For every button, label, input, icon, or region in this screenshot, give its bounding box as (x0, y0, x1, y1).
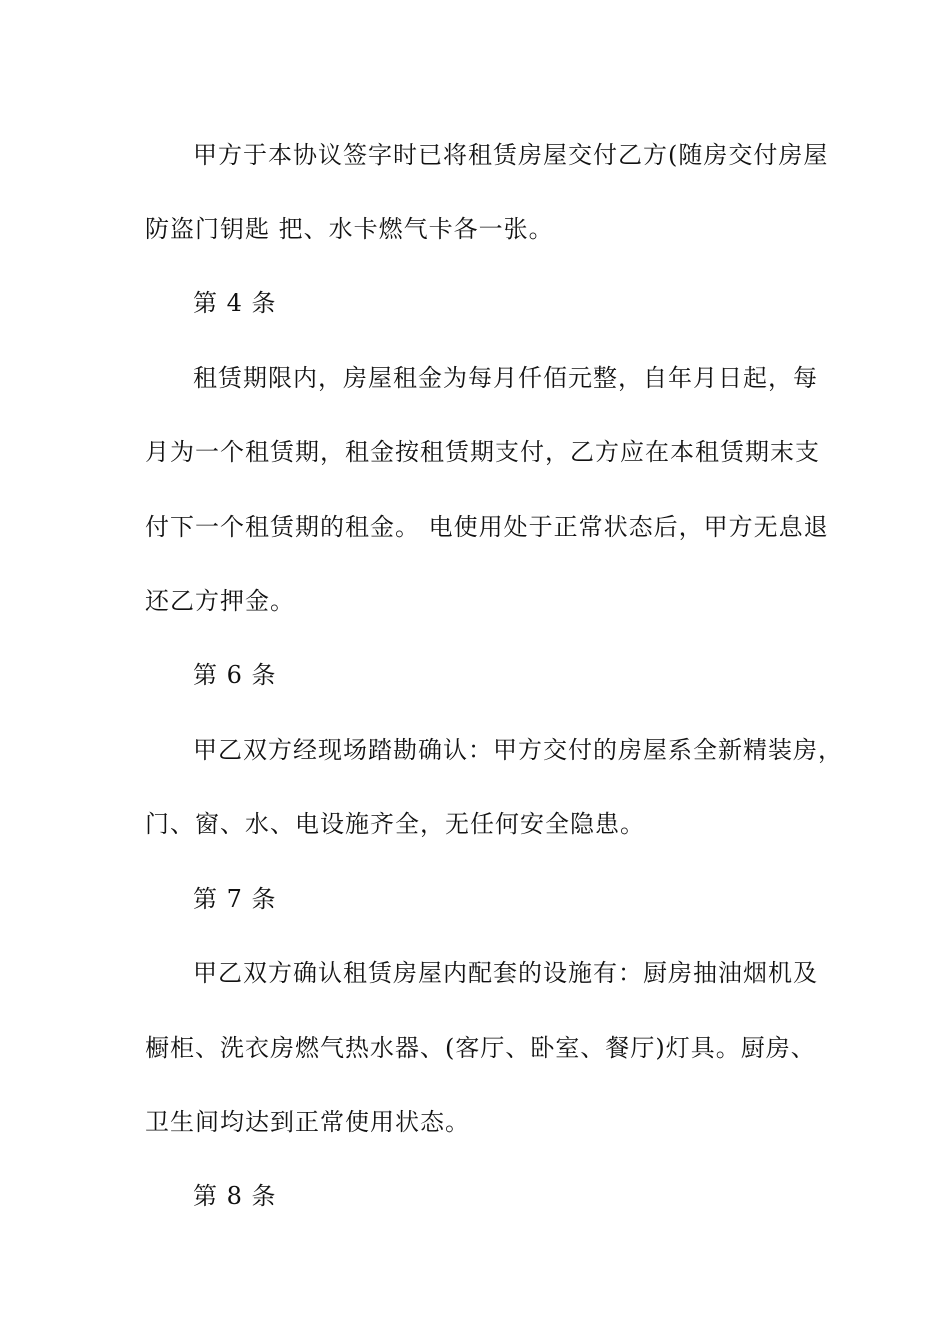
paragraph-line: 甲乙双方确认租赁房屋内配套的设施有：厨房抽油烟机及 (193, 959, 818, 987)
article-heading: 第 7 条 (193, 885, 277, 913)
article-heading: 第 8 条 (193, 1182, 277, 1210)
paragraph-line: 还乙方押金。 (145, 587, 295, 615)
paragraph-line: 卫生间均达到正常使用状态。 (145, 1108, 470, 1136)
article-heading: 第 6 条 (193, 661, 277, 689)
article-heading: 第 4 条 (193, 289, 277, 317)
paragraph-line: 甲方于本协议签字时已将租赁房屋交付乙方(随房交付房屋 (193, 141, 829, 169)
paragraph-line: 甲乙双方经现场踏勘确认：甲方交付的房屋系全新精装房， (193, 736, 843, 764)
paragraph-line: 橱柜、洗衣房燃气热水器、(客厅、卧室、餐厅)灯具。厨房、 (145, 1034, 816, 1062)
paragraph-line: 月为一个租赁期，租金按租赁期支付，乙方应在本租赁期末支 (145, 438, 820, 466)
paragraph-line: 门、窗、水、电设施齐全，无任何安全隐患。 (145, 810, 645, 838)
paragraph-line: 防盗门钥匙 把、水卡燃气卡各一张。 (145, 215, 554, 243)
paragraph-line: 付下一个租赁期的租金。 电使用处于正常状态后，甲方无息退 (145, 513, 829, 541)
paragraph-line: 租赁期限内，房屋租金为每月仟佰元整，自年月日起，每 (193, 364, 818, 392)
